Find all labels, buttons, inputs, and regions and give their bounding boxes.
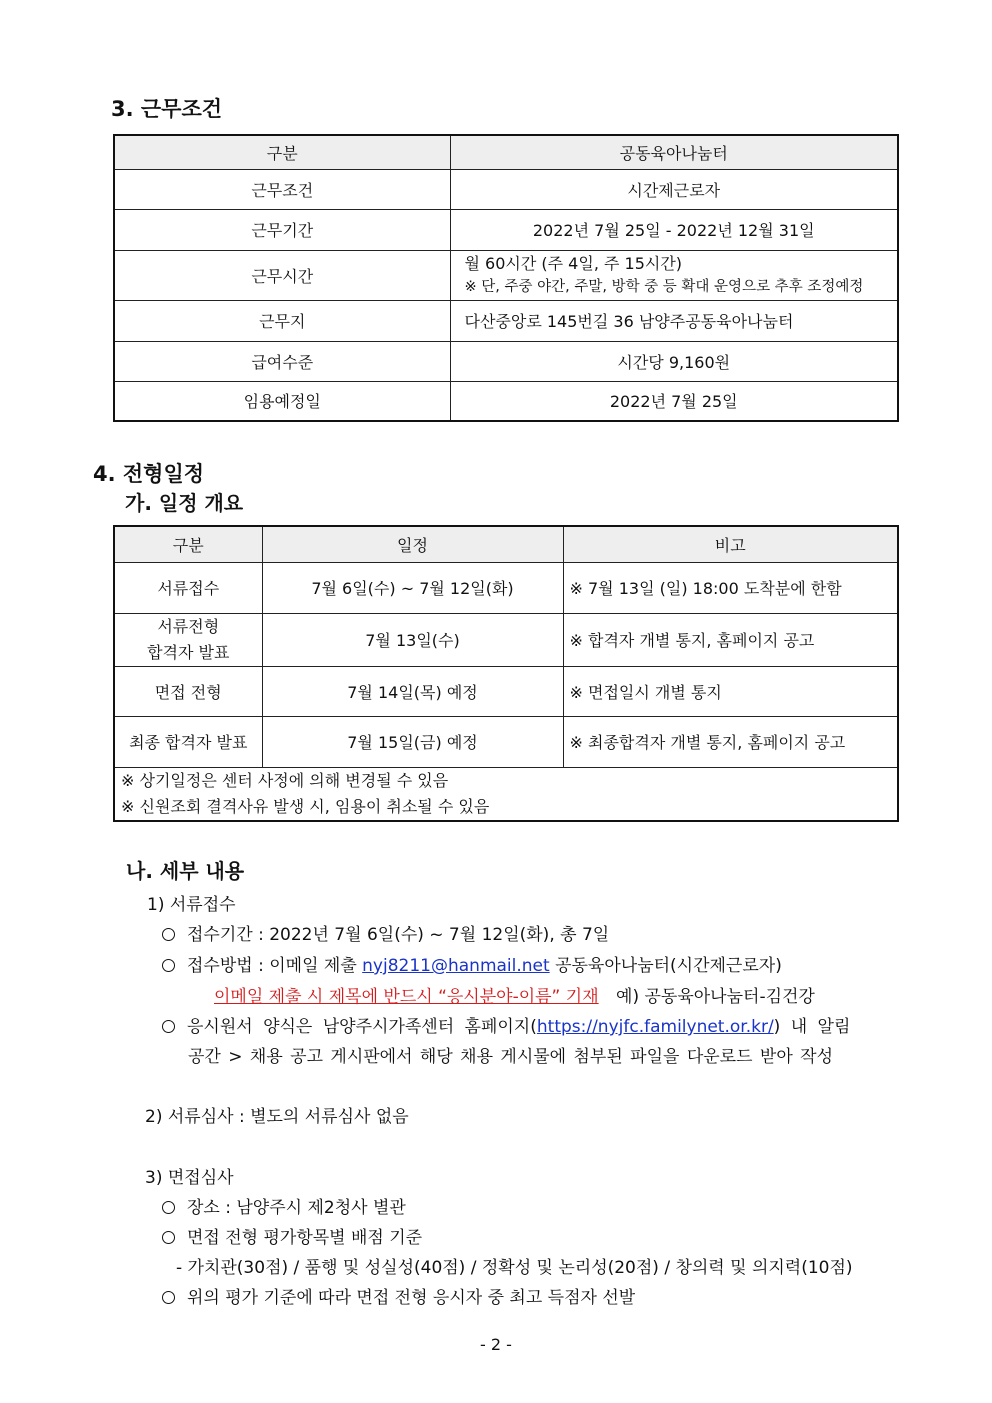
form-prefix: 응시원서 양식은 남양주시가족센터 홈페이지( [187,1017,537,1037]
homepage-link[interactable]: https://nyjfc.familynet.or.kr/ [536,1017,774,1037]
detail-1-title: 1) 서류접수 [147,895,236,915]
table-row [114,209,898,250]
section-4-title: 4. 전형일정 [93,462,205,486]
subsection-a-title: 가. 일정 개요 [125,491,244,515]
row-label: 급여수준 [114,341,450,381]
detail-1-form [162,1012,850,1037]
row-note: ※ 면접일시 개별 통지 [563,666,898,716]
row-value [450,250,898,300]
row-date: 7월 15일(금) 예정 [262,716,563,767]
table-header-row [114,526,898,562]
form-suffix: ) 내 알림 [773,1017,851,1037]
circle-bullet-icon [162,1201,175,1214]
row-value: 2022년 7월 25일 - 2022년 12월 31일 [450,209,898,250]
schedule-table [113,525,899,822]
row-label-line2: 합격자 발표 [147,642,230,662]
circle-bullet-icon [162,959,175,972]
work-hours-note: ※ 단, 주중 야간, 주말, 방학 중 등 확대 운영으로 추후 조정예정 [464,279,864,295]
table-row [114,562,898,613]
subsection-b-title: 나. 세부 내용 [126,859,245,883]
row-label: 면접 전형 [114,666,262,716]
row-label: 서류접수 [114,562,262,613]
row-label: 최종 합격자 발표 [114,716,262,767]
method-suffix: 공동육아나눔터(시간제근로자) [555,956,782,976]
work-conditions-table [113,134,899,422]
detail-3-select: 위의 평가 기준에 따라 면접 전형 응시자 중 최고 득점자 선발 [162,1283,635,1308]
email-link[interactable]: nyj8211@hanmail.net [362,956,550,976]
email-subject-warning: 이메일 제출 시 제목에 반드시 “응시분야-이름” 기재 [214,987,599,1007]
row-label: 근무조건 [114,169,450,209]
header-nanumteo: 공동육아나눔터 [450,135,898,169]
row-label: 근무지 [114,300,450,341]
footnote: ※ 신원조회 결격사유 발생 시, 임용이 취소될 수 있음 [121,796,490,816]
method-prefix: 접수방법 : 이메일 제출 [187,956,357,976]
table-row [114,250,898,300]
header-category: 구분 [114,526,262,562]
header-remarks: 비고 [563,526,898,562]
table-row [114,300,898,341]
detail-1-form-line2: 공간 > 채용 공고 게시판에서 해당 채용 게시물에 첨부된 파일을 다운로드 받아 작성 [188,1047,834,1067]
table-row [114,381,898,421]
row-date: 7월 13일(수) [262,613,563,666]
table-row [114,169,898,209]
detail-3-title: 3) 면접심사 [145,1168,234,1188]
detail-3-place: 장소 : 남양주시 제2청사 별관 [162,1193,406,1218]
row-date: 7월 14일(목) 예정 [262,666,563,716]
row-note: ※ 최종합격자 개별 통지, 홈페이지 공고 [563,716,898,767]
circle-bullet-icon [162,1291,175,1304]
detail-1-period: 접수기간 : 2022년 7월 6일(수) ~ 7월 12일(화), 총 7일 [162,920,609,945]
row-value: 2022년 7월 25일 [450,381,898,421]
row-note: ※ 합격자 개별 통지, 홈페이지 공고 [563,613,898,666]
table-footnote-row [114,767,898,821]
detail-1-method [162,951,782,976]
detail-2-title: 2) 서류심사 : 별도의 서류심사 없음 [145,1107,409,1127]
table-footnotes [114,767,898,821]
table-row [114,341,898,381]
table-row [114,716,898,767]
section-3-title: 3. 근무조건 [111,97,223,121]
table-row [114,666,898,716]
table-row [114,613,898,666]
circle-bullet-icon [162,1231,175,1244]
table-header-row [114,135,898,169]
footnote: ※ 상기일정은 센터 사정에 의해 변경될 수 있음 [121,770,449,790]
row-value: 시간당 9,160원 [450,341,898,381]
work-hours-line: 월 60시간 (주 4일, 주 15시간) [464,254,683,273]
page-number: - 2 - [480,1335,512,1354]
row-label: 임용예정일 [114,381,450,421]
circle-bullet-icon [162,928,175,941]
row-value: 시간제근로자 [450,169,898,209]
email-subject-example: 예) 공동육아나눔터-김건강 [616,987,815,1007]
detail-1-warning [214,982,815,1007]
row-label [114,613,262,666]
row-label: 근무시간 [114,250,450,300]
header-schedule: 일정 [262,526,563,562]
row-date: 7월 6일(수) ~ 7월 12일(화) [262,562,563,613]
row-label-line1: 서류전형 [157,616,220,636]
circle-bullet-icon [162,1020,175,1033]
detail-3-criteria: 면접 전형 평가항목별 배점 기준 [162,1223,422,1248]
row-value: 다산중앙로 145번길 36 남양주공동육아나눔터 [450,300,898,341]
row-label: 근무기간 [114,209,450,250]
detail-3-criteria-detail: - 가치관(30점) / 품행 및 성실성(40점) / 정확성 및 논리성(20점) / 창의력 및 의지력(10점) [176,1258,853,1278]
header-category: 구분 [114,135,450,169]
row-note: ※ 7월 13일 (일) 18:00 도착분에 한함 [563,562,898,613]
